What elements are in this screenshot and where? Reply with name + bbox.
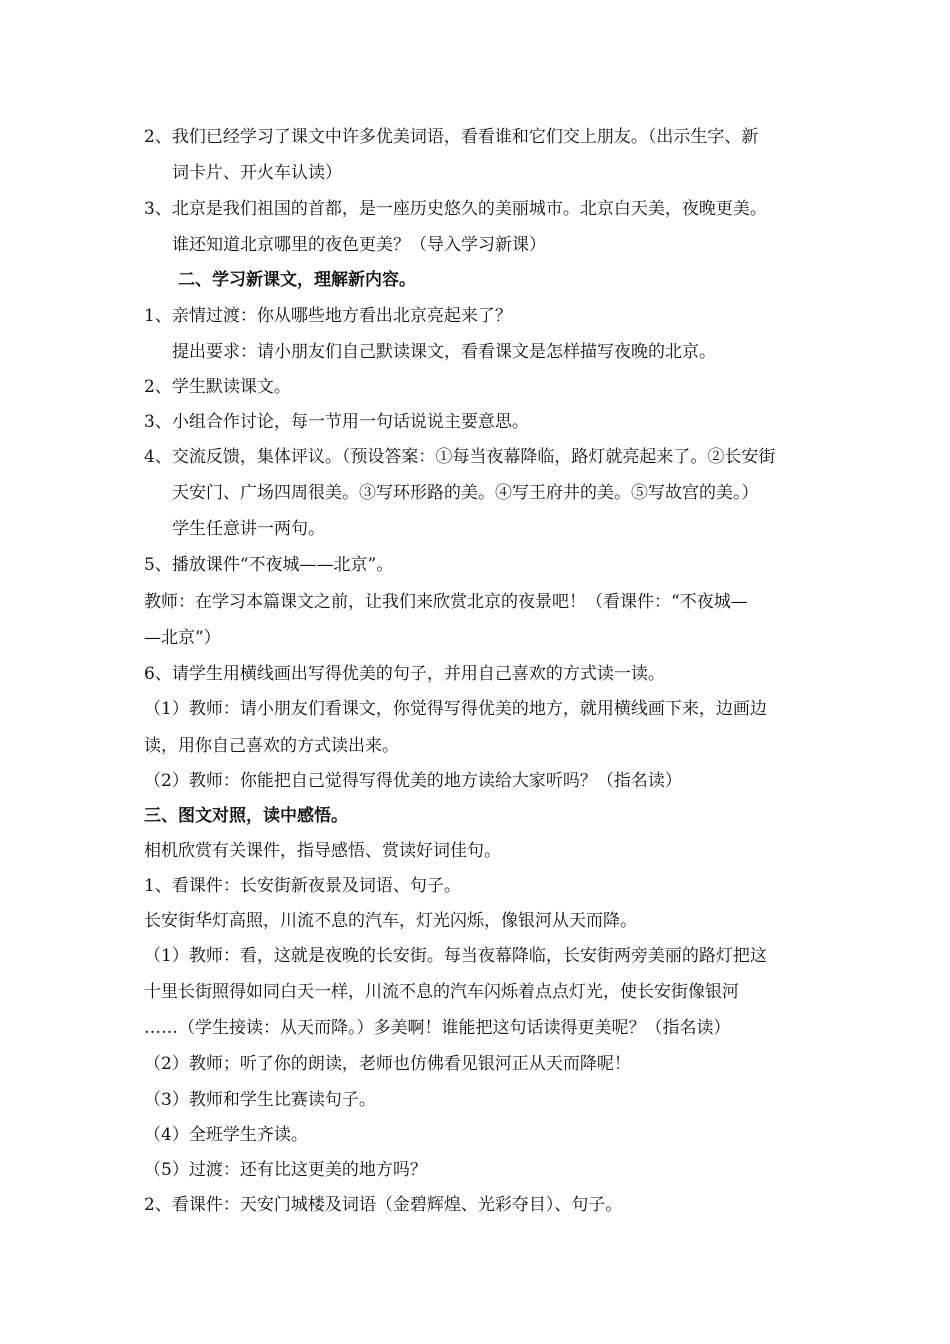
text-line: 1、亲情过渡：你从哪些地方看出北京亮起来了？: [144, 306, 512, 326]
text-line: 2、我们已经学习了课文中许多优美词语，看看谁和它们交上朋友。（出示生字、新: [144, 127, 759, 147]
text-line: 长安街华灯高照，川流不息的汽车，灯光闪烁，像银河从天而降。: [144, 911, 637, 931]
text-line: 谁还知道北京哪里的夜色更美？（导入学习新课）: [172, 235, 546, 255]
text-line: （2）教师；听了你的朗读，老师也仿佛看见银河正从天而降呢！: [144, 1054, 631, 1074]
text-line: 6、请学生用横线画出写得优美的句子，并用自己喜欢的方式读一读。: [144, 664, 665, 684]
text-line: —北京”）: [144, 628, 221, 648]
text-line: 4、交流反馈，集体评议。（预设答案：①每当夜幕降临，路灯就亮起来了。②长安街: [144, 447, 776, 467]
text-line: 2、看课件：天安门城楼及词语（金碧辉煌、光彩夺目）、句子。: [144, 1195, 623, 1215]
text-line: 词卡片、开火车认读）: [172, 163, 342, 183]
text-line: 天安门、广场四周很美。③写环形路的美。④写王府井的美。⑤写故宫的美。）: [172, 483, 759, 503]
text-line: （3）教师和学生比赛读句子。: [144, 1090, 376, 1110]
text-line: 读，用你自己喜欢的方式读出来。: [144, 736, 399, 756]
section-heading: 三、图文对照，读中感悟。: [144, 806, 348, 826]
text-line: （1）教师：看，这就是夜晚的长安街。每当夜幕降临，长安街两旁美丽的路灯把这: [144, 946, 767, 966]
text-line: 2、学生默读课文。: [144, 377, 291, 397]
text-line: 十里长街照得如同白天一样，川流不息的汽车闪烁着点点灯光，使长安街像银河: [144, 982, 739, 1002]
text-line: 学生任意讲一两句。: [172, 519, 325, 539]
text-line: 教师：在学习本篇课文之前，让我们来欣赏北京的夜景吧！（看课件：“不夜城—: [144, 592, 748, 612]
text-line: 相机欣赏有关课件，指导感悟、赏读好词佳句。: [144, 841, 501, 861]
section-heading: 二、学习新课文，理解新内容。: [178, 270, 416, 290]
text-line: 提出要求：请小朋友们自己默读课文，看看课文是怎样描写夜晚的北京。: [172, 342, 716, 362]
text-line: 1、看课件：长安街新夜景及词语、句子。: [144, 876, 461, 896]
text-line: ……（学生接读：从天而降。）多美啊！谁能把这句话读得更美呢？（指名读）: [144, 1018, 731, 1038]
text-line: （4）全班学生齐读。: [144, 1125, 308, 1145]
text-line: 5、播放课件“不夜城——北京”。: [144, 555, 394, 575]
text-line: （2）教师：你能把自己觉得写得优美的地方读给大家听吗？（指名读）: [144, 771, 682, 791]
text-line: （5）过渡：还有比这更美的地方吗？: [144, 1160, 427, 1180]
text-line: 3、小组合作讨论，每一节用一句话说说主要意思。: [144, 412, 529, 432]
text-line: （1）教师：请小朋友们看课文，你觉得写得优美的地方，就用横线画下来，边画边: [144, 699, 767, 719]
text-line: 3、北京是我们祖国的首都，是一座历史悠久的美丽城市。北京白天美，夜晚更美。: [144, 199, 767, 219]
